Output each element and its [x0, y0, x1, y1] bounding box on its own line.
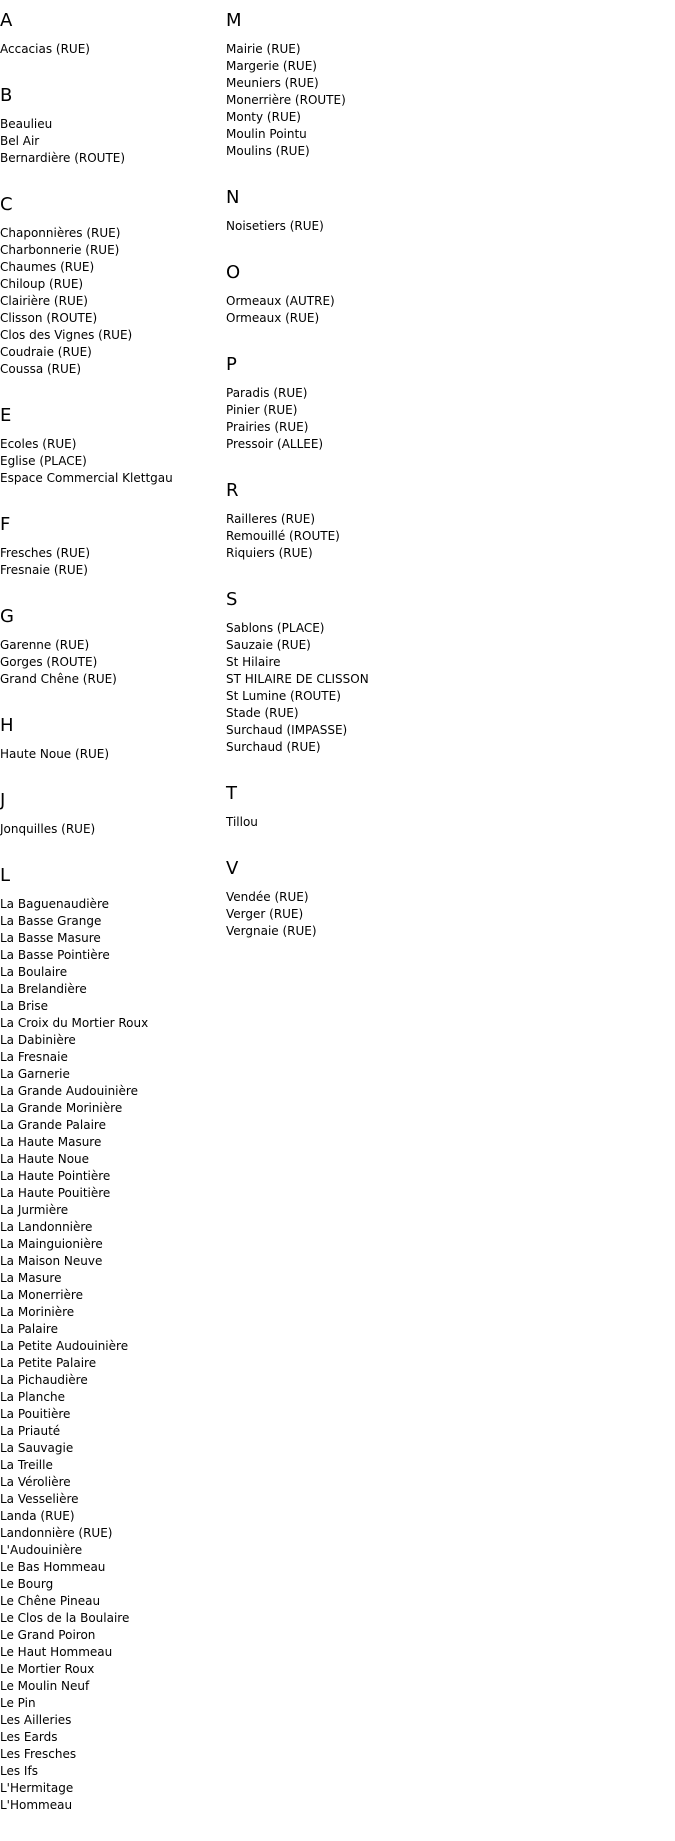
street-entry: La Baguenaudière: [0, 897, 109, 911]
section-letter-heading: B: [0, 85, 13, 106]
street-entry: Le Haut Hommeau: [0, 1645, 113, 1659]
letter-section-l: [0, 865, 220, 1814]
street-entry: L'Hermitage: [0, 1781, 74, 1795]
street-entry: Prairies (RUE): [226, 420, 309, 434]
street-entry: Moulins (RUE): [226, 144, 310, 158]
street-entry: La Brise: [0, 999, 48, 1013]
street-entry: La Palaire: [0, 1322, 58, 1336]
street-entry: Coussa (RUE): [0, 362, 82, 376]
street-entry: Les Fresches: [0, 1747, 77, 1761]
street-entry: La Monerrière: [0, 1288, 83, 1302]
letter-section-j: [0, 790, 220, 838]
section-letter-heading: N: [226, 187, 240, 208]
section-letter-heading: E: [0, 405, 12, 426]
street-entry: La Grande Palaire: [0, 1118, 106, 1132]
street-entry: Le Clos de la Boulaire: [0, 1611, 130, 1625]
street-entry: Coudraie (RUE): [0, 345, 92, 359]
letter-section-a: [0, 10, 220, 58]
street-entry: La Haute Pouitière: [0, 1186, 111, 1200]
street-entry: La Treille: [0, 1458, 53, 1472]
street-entry: Riquiers (RUE): [226, 546, 313, 560]
street-entry: La Pichaudière: [0, 1373, 88, 1387]
street-entry: Landa (RUE): [0, 1509, 75, 1523]
street-index-column-right: [226, 10, 526, 967]
letter-section-s: [226, 589, 526, 756]
street-entry: Tillou: [226, 815, 258, 829]
street-entry: La Haute Masure: [0, 1135, 102, 1149]
street-entry: La Basse Masure: [0, 931, 101, 945]
street-entry: Gorges (ROUTE): [0, 655, 98, 669]
street-entry: Mairie (RUE): [226, 42, 301, 56]
street-entry: Surchaud (RUE): [226, 740, 321, 754]
street-entry: La Grande Morinière: [0, 1101, 123, 1115]
letter-section-h: [0, 715, 220, 763]
street-entry: Le Moulin Neuf: [0, 1679, 90, 1693]
street-entry: La Haute Pointière: [0, 1169, 111, 1183]
street-entry: La Landonnière: [0, 1220, 93, 1234]
street-entry: Le Bas Hommeau: [0, 1560, 106, 1574]
street-entry: Clisson (ROUTE): [0, 311, 98, 325]
street-entry: La Vesselière: [0, 1492, 79, 1506]
letter-section-p: [226, 354, 526, 453]
street-entry: Meuniers (RUE): [226, 76, 319, 90]
street-entry: Moulin Pointu: [226, 127, 307, 141]
street-entry: Clairière (RUE): [0, 294, 88, 308]
street-entry: La Planche: [0, 1390, 65, 1404]
street-entry: Fresches (RUE): [0, 546, 91, 560]
street-entry: La Sauvagie: [0, 1441, 74, 1455]
letter-section-m: [226, 10, 526, 160]
street-index-column-left: [0, 10, 220, 1841]
street-entry: La Basse Pointière: [0, 948, 110, 962]
street-entry: La Vérolière: [0, 1475, 71, 1489]
section-letter-heading: M: [226, 10, 242, 31]
letter-section-n: [226, 187, 526, 235]
street-entry: Espace Commercial Klettgau: [0, 471, 173, 485]
section-letter-heading: H: [0, 715, 14, 736]
street-entry: Accacias (RUE): [0, 42, 90, 56]
street-entry: La Pouitière: [0, 1407, 71, 1421]
street-entry: Eglise (PLACE): [0, 454, 87, 468]
section-letter-heading: J: [0, 790, 6, 811]
street-entry: Chaponnières (RUE): [0, 226, 121, 240]
street-entry: La Petite Palaire: [0, 1356, 97, 1370]
street-entry: Vergnaie (RUE): [226, 924, 317, 938]
section-letter-heading: R: [226, 480, 239, 501]
street-entry: Les Ifs: [0, 1764, 38, 1778]
street-entry: ST HILAIRE DE CLISSON: [226, 672, 369, 686]
street-entry: Clos des Vignes (RUE): [0, 328, 133, 342]
letter-section-r: [226, 480, 526, 562]
section-letter-heading: P: [226, 354, 237, 375]
street-entry: Railleres (RUE): [226, 512, 315, 526]
street-entry: Verger (RUE): [226, 907, 304, 921]
street-entry: Charbonnerie (RUE): [0, 243, 120, 257]
letter-section-o: [226, 262, 526, 327]
letter-section-e: [0, 405, 220, 487]
street-entry: Sablons (PLACE): [226, 621, 325, 635]
street-entry: Les Ailleries: [0, 1713, 72, 1727]
street-entry: La Garnerie: [0, 1067, 70, 1081]
street-entry: Pinier (RUE): [226, 403, 298, 417]
street-entry: Monerrière (ROUTE): [226, 93, 346, 107]
street-entry: Margerie (RUE): [226, 59, 317, 73]
letter-section-g: [0, 606, 220, 688]
street-entry: La Petite Audouinière: [0, 1339, 129, 1353]
street-entry: Le Pin: [0, 1696, 36, 1710]
street-entry: Les Eards: [0, 1730, 58, 1744]
street-entry: La Haute Noue: [0, 1152, 90, 1166]
street-entry: Bernardière (ROUTE): [0, 151, 126, 165]
street-entry: L'Hommeau: [0, 1798, 73, 1812]
street-entry: Ecoles (RUE): [0, 437, 77, 451]
street-entry: La Maison Neuve: [0, 1254, 103, 1268]
letter-section-f: [0, 514, 220, 579]
street-entry: Ormeaux (RUE): [226, 311, 320, 325]
street-entry: La Morinière: [0, 1305, 75, 1319]
letter-section-b: [0, 85, 220, 167]
street-entry: Jonquilles (RUE): [0, 822, 96, 836]
section-letter-heading: T: [226, 783, 237, 804]
section-letter-heading: S: [226, 589, 238, 610]
street-entry: La Basse Grange: [0, 914, 102, 928]
street-entry: La Croix du Mortier Roux: [0, 1016, 149, 1030]
letter-section-c: [0, 194, 220, 378]
street-entry: Grand Chêne (RUE): [0, 672, 117, 686]
street-entry: La Priauté: [0, 1424, 61, 1438]
street-entry: Remouillé (ROUTE): [226, 529, 340, 543]
street-entry: Le Mortier Roux: [0, 1662, 95, 1676]
street-entry: Le Grand Poiron: [0, 1628, 96, 1642]
section-letter-heading: A: [0, 10, 13, 31]
street-entry: La Masure: [0, 1271, 62, 1285]
street-entry: Vendée (RUE): [226, 890, 309, 904]
street-entry: Chaumes (RUE): [0, 260, 95, 274]
street-entry: La Fresnaie: [0, 1050, 68, 1064]
street-entry: La Brelandière: [0, 982, 87, 996]
street-entry: Paradis (RUE): [226, 386, 308, 400]
street-entry: La Jurmière: [0, 1203, 69, 1217]
street-entry: La Dabinière: [0, 1033, 76, 1047]
street-entry: Fresnaie (RUE): [0, 563, 88, 577]
section-letter-heading: G: [0, 606, 14, 627]
street-entry: Ormeaux (AUTRE): [226, 294, 335, 308]
street-entry: St Hilaire: [226, 655, 281, 669]
letter-section-t: [226, 783, 526, 831]
street-entry: La Grande Audouinière: [0, 1084, 138, 1098]
street-entry: L'Audouinière: [0, 1543, 83, 1557]
street-entry: Surchaud (IMPASSE): [226, 723, 348, 737]
street-entry: Beaulieu: [0, 117, 53, 131]
street-entry: Le Chêne Pineau: [0, 1594, 101, 1608]
street-entry: St Lumine (ROUTE): [226, 689, 341, 703]
section-letter-heading: L: [0, 865, 11, 886]
section-letter-heading: F: [0, 514, 11, 535]
street-entry: Landonnière (RUE): [0, 1526, 113, 1540]
street-entry: Chiloup (RUE): [0, 277, 84, 291]
street-entry: La Boulaire: [0, 965, 68, 979]
street-entry: Stade (RUE): [226, 706, 299, 720]
street-entry: Le Bourg: [0, 1577, 54, 1591]
street-entry: Monty (RUE): [226, 110, 301, 124]
letter-section-v: [226, 858, 526, 940]
street-entry: Pressoir (ALLEE): [226, 437, 324, 451]
street-entry: Haute Noue (RUE): [0, 747, 110, 761]
street-entry: Bel Air: [0, 134, 40, 148]
street-entry: Noisetiers (RUE): [226, 219, 324, 233]
section-letter-heading: O: [226, 262, 241, 283]
street-entry: Garenne (RUE): [0, 638, 90, 652]
section-letter-heading: C: [0, 194, 13, 215]
section-letter-heading: V: [226, 858, 239, 879]
street-entry: Sauzaie (RUE): [226, 638, 311, 652]
street-entry: La Mainguionière: [0, 1237, 103, 1251]
